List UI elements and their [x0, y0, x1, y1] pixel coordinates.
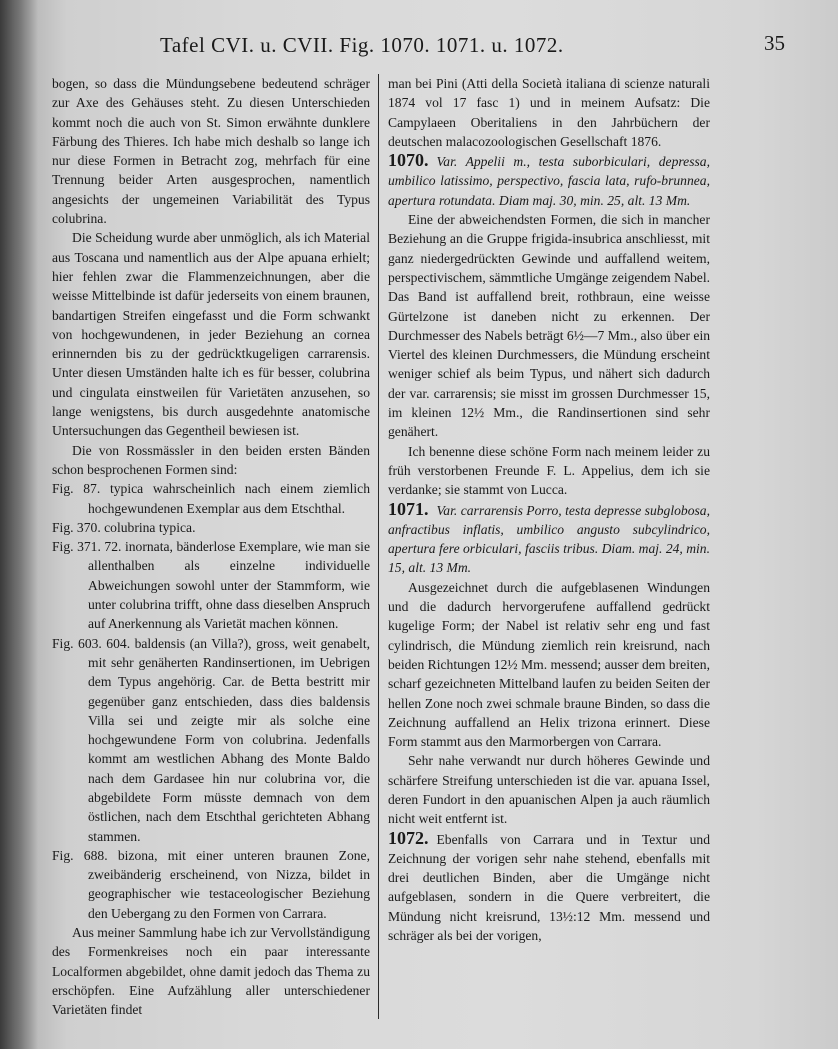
- paragraph: bogen, so dass die Mündungsebene bedeutend schräger zur Axe des Gehäuses steht. Zu diesen Unterschieden kommt noch die auch von St. Simon erwähnte dunklere Färbung des Thieres. Ich habe mich deshalb so lange ich nur diese Formen in Betracht zog, mehrfach für eine Trennung beider Arten ausgesprochen, namentlich angesichts der ungemeinen Variabilität des Typus colubrina.: [52, 76, 370, 227]
- right-column: [388, 74, 710, 945]
- page-number: 35: [764, 31, 785, 55]
- section-number: 1072.: [388, 827, 429, 848]
- column-divider: [378, 74, 379, 1019]
- figure-entry: Fig. 603. 604. baldensis (an Villa?), gross, weit genabelt, mit sehr genäherten Randinsertionen, im Uebrigen dem Typus angehörig. Car. de Betta bestritt mir gegenüber ganz entschieden, dass dies baldensis Villa sei und zeigte mir als solche eine hochgewundene Form von colubrina. Jedenfalls kommt am westlichen Abhang des Monte Baldo nach dem Gardasee hin nur colubrina vor, die abgebildete Form müsste demnach von dem östlichen, nach dem Etschthal gerichteten Abhang stammen.: [52, 635, 370, 844]
- section-number: 1070.: [388, 150, 429, 171]
- section-diagnosis: Var. carrarensis Porro, testa depresse subglobosa, anfractibus inflatis, umbilico angusto subcylindrico, apertura fere orbiculari, fasciis tribus. Diam. maj. 24, min. 15, alt. 13 Mm.: [388, 502, 710, 576]
- paragraph: Die Scheidung wurde aber unmöglich, als ich Material aus Toscana und namentlich aus der Alpe apuana erhielt; hier fehlen zwar die Flammenzeichnungen, aber die weisse Mittelbinde ist dafür jederseits von einem braunen, bandartigen Streifen eingefasst und die Form schwankt von hochgewundenen, in jeder Beziehung an cornea erinnernden bis zu der gedrücktkugeligen carrarensis. Unter diesen Umständen halte ich es für besser, colubrina und cingulata einstweilen für Varietäten anzusehen, so lange wenigstens, bis durch ausgedehnte anatomische Untersuchungen das Gegentheil bewiesen ist.: [52, 230, 370, 439]
- paragraph: Sehr nahe verwandt nur durch höheres Gewinde und schärfere Streifung unterschieden ist die var. apuana Issel, deren Fundort in den apuanischen Alpen ja auch räumlich nicht weit entfernt ist.: [388, 753, 710, 827]
- section-diagnosis: Var. Appelii m., testa suborbiculari, depressa, umbilico latissimo, perspectivo, fascia lata, rufo-brunnea, apertura rotundata. Diam maj. 30, min. 25, alt. 13 Mm.: [388, 154, 710, 208]
- section-1072-heading: [388, 829, 710, 946]
- figure-entry: Fig. 87. typica wahrscheinlich nach einem ziemlich hochgewundenen Exemplar aus dem Etschthal.: [52, 481, 370, 516]
- paragraph: Eine der abweichendsten Formen, die sich in mancher Beziehung an die Gruppe frigida-insubrica anschliesst, mit ganz niedergedrückten Gewinde und auffallend weitem, perspectivischem, sämmtliche Umgänge zeigendem Nabel. Das Band ist auffallend breit, rothbraun, eine weisse Gürtelzone ist daneben nicht zu erkennen. Der Durchmesser des Nabels beträgt 6½—7 Mm., also über ein Viertel des kleinen Durchmessers, die Mündung erscheint weniger schief als beim Typus, und nähert sich dadurch der var. carrarensis; sie misst im grossen Durchmesser 15, im kleinen 12½ Mm., die Randinsertionen sind sehr genähert.: [388, 212, 711, 440]
- paragraph: Die von Rossmässler in den beiden ersten Bänden schon besprochenen Formen sind:: [52, 442, 370, 477]
- section-text: Ebenfalls von Carrara und in Textur und Zeichnung der vorigen sehr nahe stehend, ebenfalls mit drei deutlichen Binden, aber die Umgänge nicht aufgeblasen, sondern in die Quere verbreitert, die Mündung nicht kreisrund, 13½:12 Mm. messend und schräger als bei der vorigen,: [388, 831, 710, 944]
- paragraph: man bei Pini (Atti della Società italiana di scienze naturali 1874 vol 17 fasc 1) und in meinem Aufsatz: Die Campylaeen Oberitaliens in den Jahrbüchern der deutschen malacozoologischen Gesellschaft 1876.: [388, 76, 710, 149]
- section-1070-heading: [388, 151, 710, 210]
- paragraph: Ich benenne diese schöne Form nach meinem leider zu früh verstorbenen Freunde F. L. Appelius, dem ich sie verdanke; sie stammt von Lucca.: [388, 443, 710, 498]
- figure-entry: Fig. 688. bizona, mit einer unteren braunen Zone, zweibänderig erscheinend, von Nizza, bildet in geographischer wie testaceologischer Beziehung den Uebergang zu den Formen von Carrara.: [52, 847, 370, 921]
- paragraph: Aus meiner Sammlung habe ich zur Vervollständigung des Formenkreises noch ein paar interessante Localformen abgebildet, ohne damit jedoch das Thema zu erschöpfen. Eine Aufzählung aller unterschiedener Varietäten findet: [52, 925, 370, 1018]
- section-number: 1071.: [388, 498, 429, 519]
- figure-entry: Fig. 371. 72. inornata, bänderlose Exemplare, wie man sie allenthalben als einzelne individuelle Abweichungen sowohl unter der Stammform, wie unter colubrina trifft, ohne dass dieselben Anspruch auf Anerkennung als Varietät machen können.: [52, 539, 370, 632]
- section-1071-heading: [388, 500, 710, 578]
- figure-entry: Fig. 370. colubrina typica.: [52, 519, 196, 535]
- left-column: [52, 74, 370, 1020]
- paragraph: Ausgezeichnet durch die aufgeblasenen Windungen und die dadurch hervorgerufene auffallend gedrückt kugelige Form; der Nabel ist relativ sehr eng und fast cylindrisch, die Mündung ziemlich rein kreisrund, nach beiden Richtungen 12½ Mm. messend; ausser dem breiten, scharf gezeichneten Mittelband laufen zu beiden Seiten der hellen Zone noch zwei schmale braune Binden, so dass die Zeichnung auffallend an Helix trizona erinnert. Diese Form stammt aus den Marmorbergen von Carrara.: [388, 579, 710, 750]
- running-header: Tafel CVI. u. CVII. Fig. 1070. 1071. u. 1072.: [160, 33, 564, 57]
